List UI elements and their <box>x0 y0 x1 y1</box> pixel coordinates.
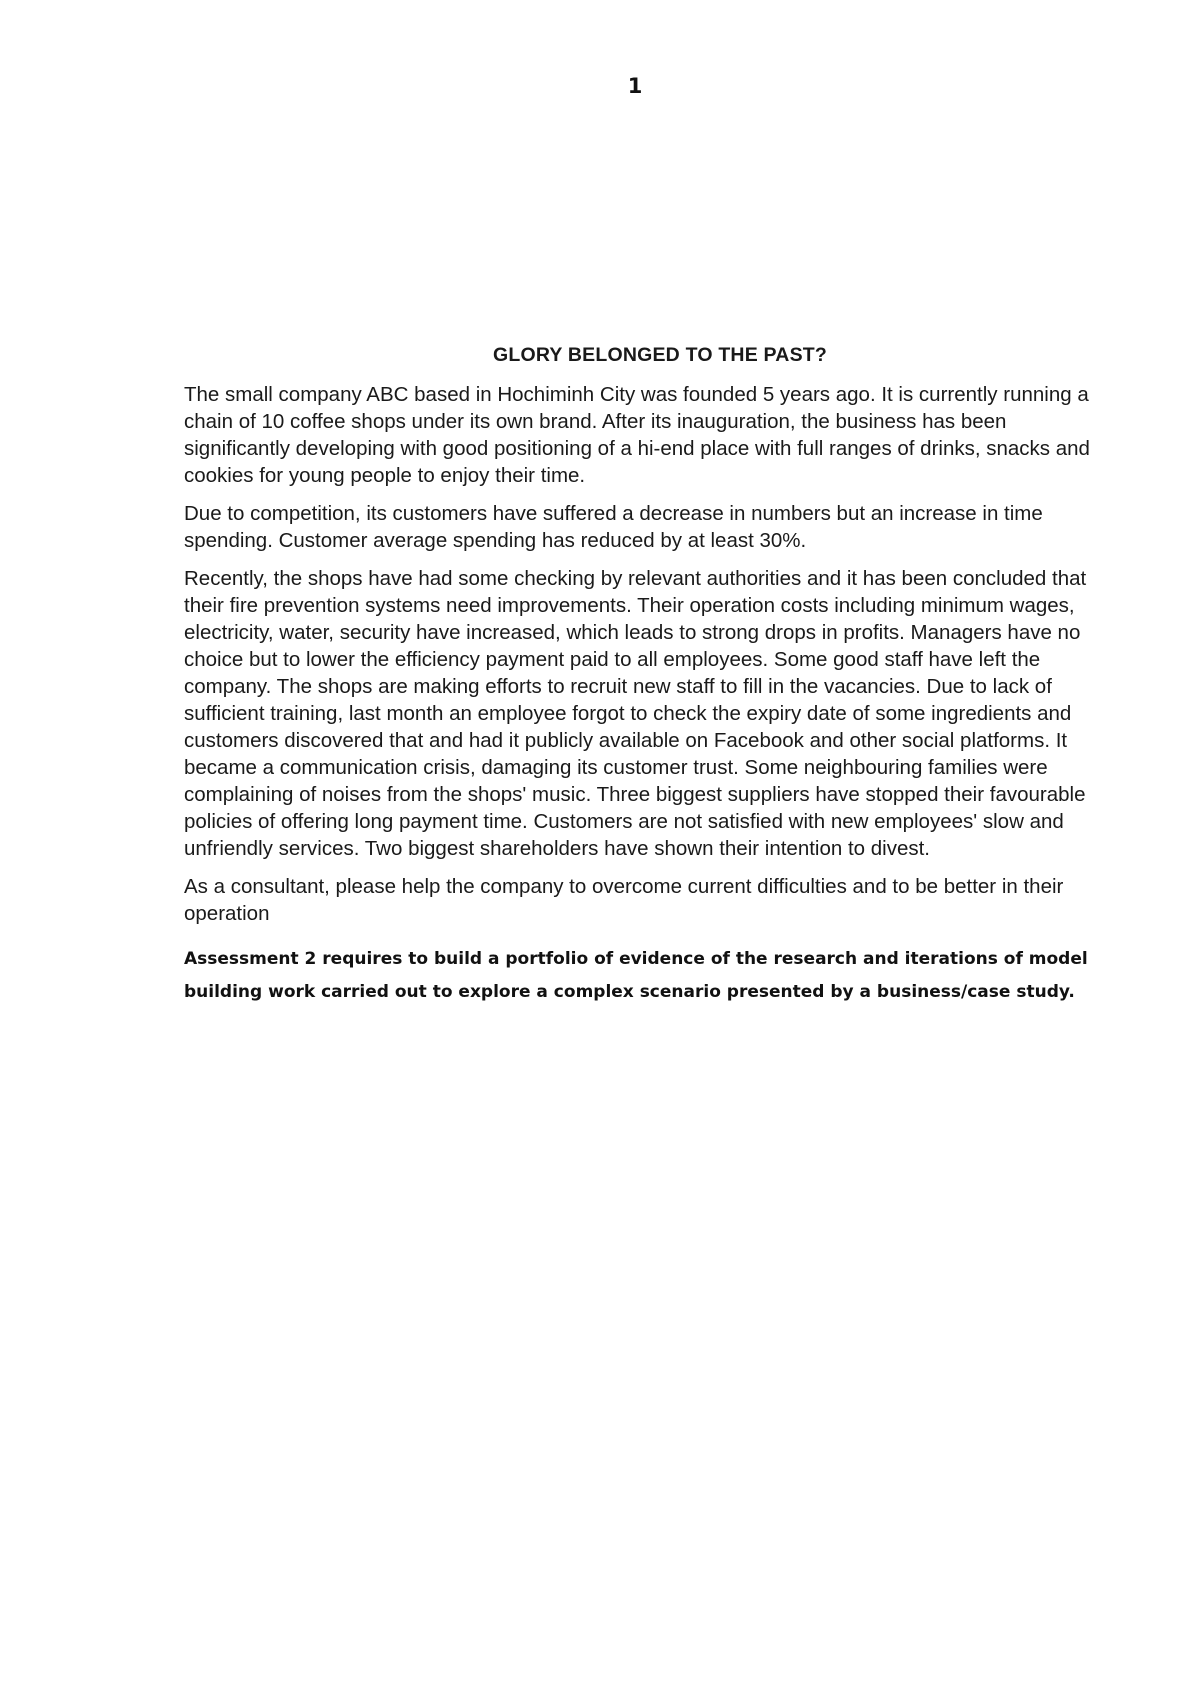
paragraph-consultant-task: As a consultant, please help the company to overcome current difficulties and to be better in their operation <box>184 875 1064 925</box>
document-body <box>184 342 1096 1009</box>
assessment-note: Assessment 2 requires to build a portfolio of evidence of the research and iterations of model building work carried out to explore a complex scenario presented by a business/case study. <box>184 949 1088 1002</box>
paragraph-current-issues: Recently, the shops have had some checking by relevant authorities and it has been concluded that their fire prevention systems need improvements. Their operation costs including minimum wages, electricity, water, security have increased, which leads to strong drops in profits. Managers have no choice but to lower the efficiency payment paid to all employees. Some good staff have left the company. The shops are making efforts to recruit new staff to fill in the vacancies. Due to lack of sufficient training, last month an employee forgot to check the expiry date of some ingredients and customers discovered that and had it publicly available on Facebook and other social platforms. It became a communication crisis, damaging its customer trust. Some neighbouring families were complaining of noises from the shops' music. Three biggest suppliers have stopped their favourable policies of offering long payment time. Customers are not satisfied with new employees' slow and unfriendly services. Two biggest shareholders have shown their intention to divest. <box>184 567 1087 860</box>
paragraph-competition: Due to competition, its customers have suffered a decrease in numbers but an increase in time spending. Customer average spending has reduced by at least 30%. <box>184 502 1043 552</box>
page-number: 1 <box>627 74 643 98</box>
paragraph-company-background: The small company ABC based in Hochiminh City was founded 5 years ago. It is currently running a chain of 10 coffee shops under its own brand. After its inauguration, the business has been significantly developing with good positioning of a hi-end place with full ranges of drinks, snacks and cookies for young people to enjoy their time. <box>184 383 1090 487</box>
document-title: GLORY BELONGED TO THE PAST? <box>492 344 828 366</box>
